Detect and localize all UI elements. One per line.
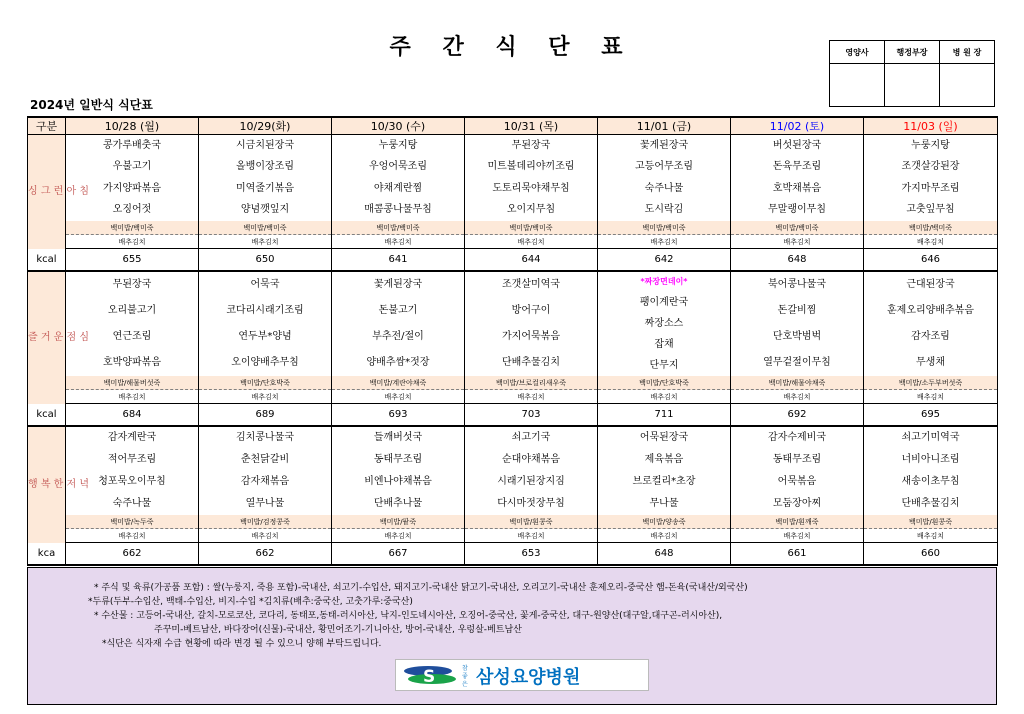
- menu-dish: 미트볼데리야끼조림: [487, 161, 575, 173]
- kimchi-side: 배추김치: [332, 529, 465, 543]
- menu-dish: 가지마무조림: [901, 182, 960, 194]
- kimchi-side: 배추김치: [864, 390, 998, 404]
- menu-dish: 오리불고기: [107, 305, 157, 316]
- logo-subtitle: 참좋은: [462, 665, 468, 688]
- menu-dish: 조갯살강된장: [901, 161, 960, 173]
- menu-dish: 돈갈비찜: [777, 305, 817, 316]
- note-disclaimer: *식단은 식자재 수급 현황에 따라 변경 될 수 있으니 양해 부탁드립니다.: [102, 639, 382, 649]
- dish-list: [465, 427, 597, 515]
- day-header-mon: 10/28 (월): [66, 117, 199, 135]
- rice-porridge: 백미밥/백미죽: [864, 221, 998, 235]
- menu-dish: 무나물: [649, 498, 679, 509]
- note-origin-beans: *두류(두부-수입산, 백태-수입산, 비지-수입 *김치류(배추:중국산, 고춧가루:중국산): [88, 597, 413, 607]
- kcal-value: 642: [598, 249, 731, 272]
- dishes-cell-sat: [731, 135, 864, 222]
- kimchi-side: 배추김치: [598, 390, 731, 404]
- meal-dishes-row: [28, 271, 998, 376]
- kcal-value: 655: [66, 249, 199, 272]
- day-header-tue: 10/29(화): [199, 117, 332, 135]
- kimchi-side: 배추김치: [731, 235, 864, 249]
- kcal-value: 689: [199, 404, 332, 427]
- kimchi-side: 배추김치: [332, 390, 465, 404]
- dishes-cell-sun: [864, 135, 998, 222]
- kcal-value: 695: [864, 404, 998, 427]
- day-header-wed: 10/30 (수): [332, 117, 465, 135]
- rice-porridge: 백미밥/백미죽: [199, 221, 332, 235]
- dish-list: [864, 135, 997, 221]
- menu-dish: 단배추물김치: [502, 357, 560, 368]
- menu-dish: 돈육무조림: [772, 161, 822, 173]
- menu-dish: 양념깻잎지: [240, 204, 290, 216]
- menu-dish: 꽃게된장국: [639, 139, 689, 151]
- kcal-value: 641: [332, 249, 465, 272]
- menu-dish: 감자조림: [911, 331, 950, 342]
- page-title: 주 간 식 단 표: [389, 35, 635, 60]
- rice-porridge: 백미밥/팥죽: [332, 515, 465, 529]
- kimchi-side: 배추김치: [66, 390, 199, 404]
- dishes-cell-wed: [332, 135, 465, 222]
- dish-list: [465, 135, 597, 221]
- logo-hospital-name: 삼성요양병원: [476, 667, 581, 688]
- menu-dish: 김치콩나물국: [236, 432, 294, 443]
- menu-dish: 양배추쌈*젓장: [366, 357, 430, 368]
- meal-label: 행 복 한 저 녁: [28, 426, 66, 543]
- kimchi-side: 배추김치: [731, 529, 864, 543]
- kimchi-side: 배추김치: [66, 235, 199, 249]
- menu-subtitle: 2024년 일반식 식단표: [30, 98, 153, 112]
- dish-list: [199, 427, 331, 515]
- menu-dish: 잡채: [654, 338, 674, 350]
- dish-list: [199, 272, 331, 376]
- menu-dish: 고등어무조림: [635, 161, 693, 173]
- menu-dish: 모둠장아찌: [772, 498, 822, 509]
- day-header-row: [28, 117, 998, 135]
- meal-kcal-row: [28, 404, 998, 427]
- kcal-value: 648: [598, 543, 731, 566]
- menu-dish: 순대야채볶음: [502, 454, 560, 465]
- menu-dish: 부추전/절이: [372, 331, 424, 342]
- menu-dish: 연두부*양념: [238, 331, 292, 342]
- dish-list: [332, 427, 464, 515]
- rice-porridge: 백미밥/검정콩죽: [199, 515, 332, 529]
- day-header-sat: 11/02 (토): [731, 117, 864, 135]
- weekly-menu-table: [27, 116, 998, 566]
- menu-dish: 북어콩나물국: [768, 279, 826, 290]
- rice-porridge: 백미밥/백미죽: [731, 221, 864, 235]
- menu-dish: 가지양파볶음: [103, 182, 161, 194]
- dishes-cell-wed: [332, 426, 465, 515]
- rice-porridge: 백미밥/백미죽: [598, 221, 731, 235]
- menu-dish: 무생채: [916, 357, 945, 368]
- rice-porridge: 백미밥/해물야채죽: [731, 376, 864, 390]
- dish-list: [66, 272, 198, 376]
- kcal-value: 646: [864, 249, 998, 272]
- dish-list: [66, 427, 198, 515]
- kcal-label: kcal: [28, 249, 66, 272]
- dish-list: [598, 427, 730, 515]
- meal-rice-row: [28, 515, 998, 529]
- menu-dish: 매콤콩나물무침: [364, 204, 432, 216]
- approval-admin-director: 행정부장: [885, 41, 940, 64]
- dish-list: [332, 135, 464, 221]
- dish-list: [731, 135, 863, 221]
- note-origin-seafood-cont: 주꾸미-베트남산, 바다장어(신물)-국내산, 황민어조기-기니아산, 방어-국내산, 우렁살-베트남산: [154, 625, 522, 635]
- special-event-label: *짜장면데이*: [640, 277, 688, 287]
- menu-dish: 열무나물: [245, 498, 285, 509]
- menu-dish: 누룽지탕: [911, 139, 950, 151]
- menu-dish: 감자수제비국: [768, 432, 826, 443]
- rice-porridge: 백미밥/백미죽: [465, 221, 598, 235]
- meal-kimchi-row: [28, 529, 998, 543]
- menu-dish: 다시마젓장무침: [497, 498, 565, 509]
- menu-dish: 적어무조림: [107, 454, 157, 465]
- dishes-cell-tue: [199, 426, 332, 515]
- menu-dish: 들깨버섯국: [373, 432, 423, 443]
- kcal-value: 661: [731, 543, 864, 566]
- menu-dish: 가지어묵볶음: [502, 331, 560, 342]
- menu-dish: 어묵국: [250, 279, 280, 290]
- approval-sign-slot: [940, 64, 995, 107]
- menu-dish: 훈제오리양배추볶음: [887, 305, 974, 316]
- kcal-value: 660: [864, 543, 998, 566]
- dishes-cell-fri: [598, 426, 731, 515]
- meal-rice-row: [28, 221, 998, 235]
- menu-dish: 너비아니조림: [901, 454, 960, 465]
- kcal-value: 711: [598, 404, 731, 427]
- menu-dish: 호박채볶음: [772, 182, 822, 194]
- menu-dish: 무된장국: [511, 139, 551, 151]
- menu-dish: 올뱅이장조림: [236, 161, 294, 173]
- kimchi-side: 배추김치: [199, 235, 332, 249]
- meal-rice-row: [28, 376, 998, 390]
- kcal-label: kca: [28, 543, 66, 566]
- menu-dish: 숙주나물: [112, 498, 152, 509]
- note-origin-seafood: * 수산물 : 고등어-국내산, 갈치-모로코산, 코다리, 동태포,동태-러시아산, 낙지-인도네시아산, 오징어-중국산, 꽃게-중국산, 대구-원양산(대구알,대구곤-러시아산),: [94, 611, 723, 621]
- meal-kimchi-row: [28, 235, 998, 249]
- menu-dish: 숙주나물: [644, 182, 684, 194]
- dishes-cell-thu: [465, 135, 598, 222]
- menu-dish: 오이양배추무침: [231, 357, 299, 368]
- dish-list: [598, 272, 730, 376]
- kcal-value: 693: [332, 404, 465, 427]
- menu-dish: 어묵된장국: [639, 432, 689, 443]
- approval-box: [829, 40, 995, 107]
- dish-list: [465, 272, 597, 376]
- menu-dish: 청포묵오이무침: [98, 476, 166, 487]
- dishes-cell-wed: [332, 271, 465, 376]
- menu-dish: 브로컬리*초장: [632, 476, 696, 487]
- menu-dish: 열무겉절이무침: [763, 357, 831, 368]
- dishes-cell-tue: [199, 271, 332, 376]
- menu-dish: 연근조림: [112, 331, 152, 342]
- kimchi-side: 배추김치: [465, 390, 598, 404]
- dish-list: [731, 427, 863, 515]
- menu-dish: 우불고기: [112, 161, 152, 173]
- menu-dish: 시금치된장국: [236, 139, 294, 151]
- rice-porridge: 백미밥/양송죽: [598, 515, 731, 529]
- menu-dish: 쇠고기미역국: [901, 432, 960, 443]
- day-header-thu: 10/31 (목): [465, 117, 598, 135]
- meal-dishes-row: [28, 135, 998, 222]
- dishes-cell-fri: [598, 271, 731, 376]
- menu-dish: 제육볶음: [644, 454, 684, 465]
- dishes-cell-sun: [864, 426, 998, 515]
- meal-label: 즐 거 운 점 심: [28, 271, 66, 404]
- dishes-cell-mon: [66, 271, 199, 376]
- day-header-fri: 11/01 (금): [598, 117, 731, 135]
- menu-dish: 미역줄기볶음: [236, 182, 294, 194]
- menu-dish: 도토리묵야채무침: [492, 182, 570, 194]
- menu-dish: 돈불고기: [378, 305, 418, 316]
- kimchi-side: 배추김치: [66, 529, 199, 543]
- menu-dish: 단배추나물: [373, 498, 423, 509]
- day-header-sun: 11/03 (일): [864, 117, 998, 135]
- menu-dish: 새송이초무침: [901, 476, 960, 487]
- kimchi-side: 배추김치: [598, 235, 731, 249]
- rice-porridge: 백미밥/단호박죽: [598, 376, 731, 390]
- menu-dish: 버섯된장국: [772, 139, 822, 151]
- approval-sign-slot: [885, 64, 940, 107]
- menu-dish: 우엉어묵조림: [369, 161, 427, 173]
- kimchi-side: 배추김치: [465, 529, 598, 543]
- dishes-cell-sat: [731, 271, 864, 376]
- menu-dish: 춘천닭갈비: [240, 454, 290, 465]
- meal-dishes-row: [28, 426, 998, 515]
- meal-kimchi-row: [28, 390, 998, 404]
- rice-porridge: 백미밥/흰콩죽: [465, 515, 598, 529]
- kimchi-side: 배추김치: [864, 235, 998, 249]
- menu-dish: 단호박범벅: [772, 331, 822, 342]
- menu-dish: 야채계란찜: [373, 182, 423, 194]
- menu-dish: 단배추물김치: [901, 498, 960, 509]
- approval-hospital-director: 병 원 장: [940, 41, 995, 64]
- menu-dish: 콩가루배춧국: [103, 139, 161, 151]
- rice-porridge: 백미밥/흰깨죽: [731, 515, 864, 529]
- dishes-cell-thu: [465, 426, 598, 515]
- menu-dish: 시래기된장지짐: [497, 476, 565, 487]
- menu-dish: 팽이계란국: [639, 297, 689, 309]
- dish-list: [598, 135, 730, 221]
- rice-porridge: 백미밥/해물버섯죽: [66, 376, 199, 390]
- meal-kcal-row: [28, 249, 998, 272]
- menu-dish: 쇠고기국: [511, 432, 551, 443]
- kcal-value: 662: [199, 543, 332, 566]
- menu-dish: 고춧잎무침: [906, 204, 955, 216]
- dishes-cell-sun: [864, 271, 998, 376]
- menu-dish: 무된장국: [112, 279, 152, 290]
- logo-mark-icon: [402, 663, 458, 687]
- dish-list: [731, 272, 863, 376]
- dish-list: [332, 272, 464, 376]
- rice-porridge: 백미밥/백미죽: [66, 221, 199, 235]
- kimchi-side: 배추김치: [864, 529, 998, 543]
- menu-dish: 조갯살미역국: [502, 279, 560, 290]
- rice-porridge: 백미밥/계란야채죽: [332, 376, 465, 390]
- rice-porridge: 백미밥/흰콩죽: [864, 515, 998, 529]
- note-origin-meat: * 주식 및 육류(가공품 포함) : 쌀(누룽지, 죽용 포함)-국내산, 쇠고기-수입산, 돼지고기-국내산 닭고기-국내산, 오리고기-국내산 훈제오리-중국산 햄-돈육(국내산/외국산): [94, 583, 748, 593]
- menu-dish: 동태무조림: [772, 454, 822, 465]
- hospital-logo: [395, 659, 649, 691]
- meal-kcal-row: [28, 543, 998, 566]
- kimchi-side: 배추김치: [332, 235, 465, 249]
- kcal-value: 653: [465, 543, 598, 566]
- kimchi-side: 배추김치: [598, 529, 731, 543]
- svg-text:S: S: [423, 667, 436, 687]
- category-header: 구분: [28, 117, 66, 135]
- rice-porridge: 백미밥/브로컬리새우죽: [465, 376, 598, 390]
- rice-porridge: 백미밥/백미죽: [332, 221, 465, 235]
- menu-dish: 꽃게된장국: [373, 279, 423, 290]
- dishes-cell-sat: [731, 426, 864, 515]
- menu-dish: 단무지: [649, 359, 679, 371]
- dish-list: [199, 135, 331, 221]
- menu-dish: 비엔나야채볶음: [364, 476, 432, 487]
- meal-label: 싱 그 런 아 침: [28, 135, 66, 249]
- dishes-cell-tue: [199, 135, 332, 222]
- menu-dish: 호박양파볶음: [103, 357, 161, 368]
- menu-dish: 짜장소스: [644, 317, 684, 329]
- menu-dish: 도시락김: [644, 204, 684, 216]
- kcal-value: 648: [731, 249, 864, 272]
- dishes-cell-mon: [66, 135, 199, 222]
- menu-dish: 동태무조림: [373, 454, 423, 465]
- kcal-value: 692: [731, 404, 864, 427]
- dish-list: [864, 427, 997, 515]
- kcal-label: kcal: [28, 404, 66, 427]
- approval-sign-slot: [830, 64, 885, 107]
- menu-dish: 근대된장국: [906, 279, 955, 290]
- menu-dish: 누룽지탕: [378, 139, 418, 151]
- menu-dish: 코다리시래기조림: [226, 305, 304, 316]
- kimchi-side: 배추김치: [465, 235, 598, 249]
- rice-porridge: 백미밥/녹두죽: [66, 515, 199, 529]
- kcal-value: 644: [465, 249, 598, 272]
- kimchi-side: 배추김치: [199, 529, 332, 543]
- approval-nutritionist: 영양사: [830, 41, 885, 64]
- menu-dish: 무말랭이무침: [768, 204, 826, 216]
- kcal-value: 667: [332, 543, 465, 566]
- menu-dish: 방어구이: [511, 305, 551, 316]
- menu-dish: 감자계란국: [107, 432, 157, 443]
- dishes-cell-mon: [66, 426, 199, 515]
- kimchi-side: 배추김치: [731, 390, 864, 404]
- kimchi-side: 배추김치: [199, 390, 332, 404]
- menu-dish: 오징어젓: [112, 204, 152, 216]
- kcal-value: 650: [199, 249, 332, 272]
- dish-list: [66, 135, 198, 221]
- kcal-value: 684: [66, 404, 199, 427]
- menu-dish: 오이지무침: [506, 204, 556, 216]
- kcal-value: 662: [66, 543, 199, 566]
- dishes-cell-thu: [465, 271, 598, 376]
- rice-porridge: 백미밥/소두부버섯죽: [864, 376, 998, 390]
- rice-porridge: 백미밥/단호박죽: [199, 376, 332, 390]
- dishes-cell-fri: [598, 135, 731, 222]
- menu-dish: 감자채볶음: [240, 476, 290, 487]
- kcal-value: 703: [465, 404, 598, 427]
- dish-list: [864, 272, 997, 376]
- menu-dish: 어묵볶음: [777, 476, 817, 487]
